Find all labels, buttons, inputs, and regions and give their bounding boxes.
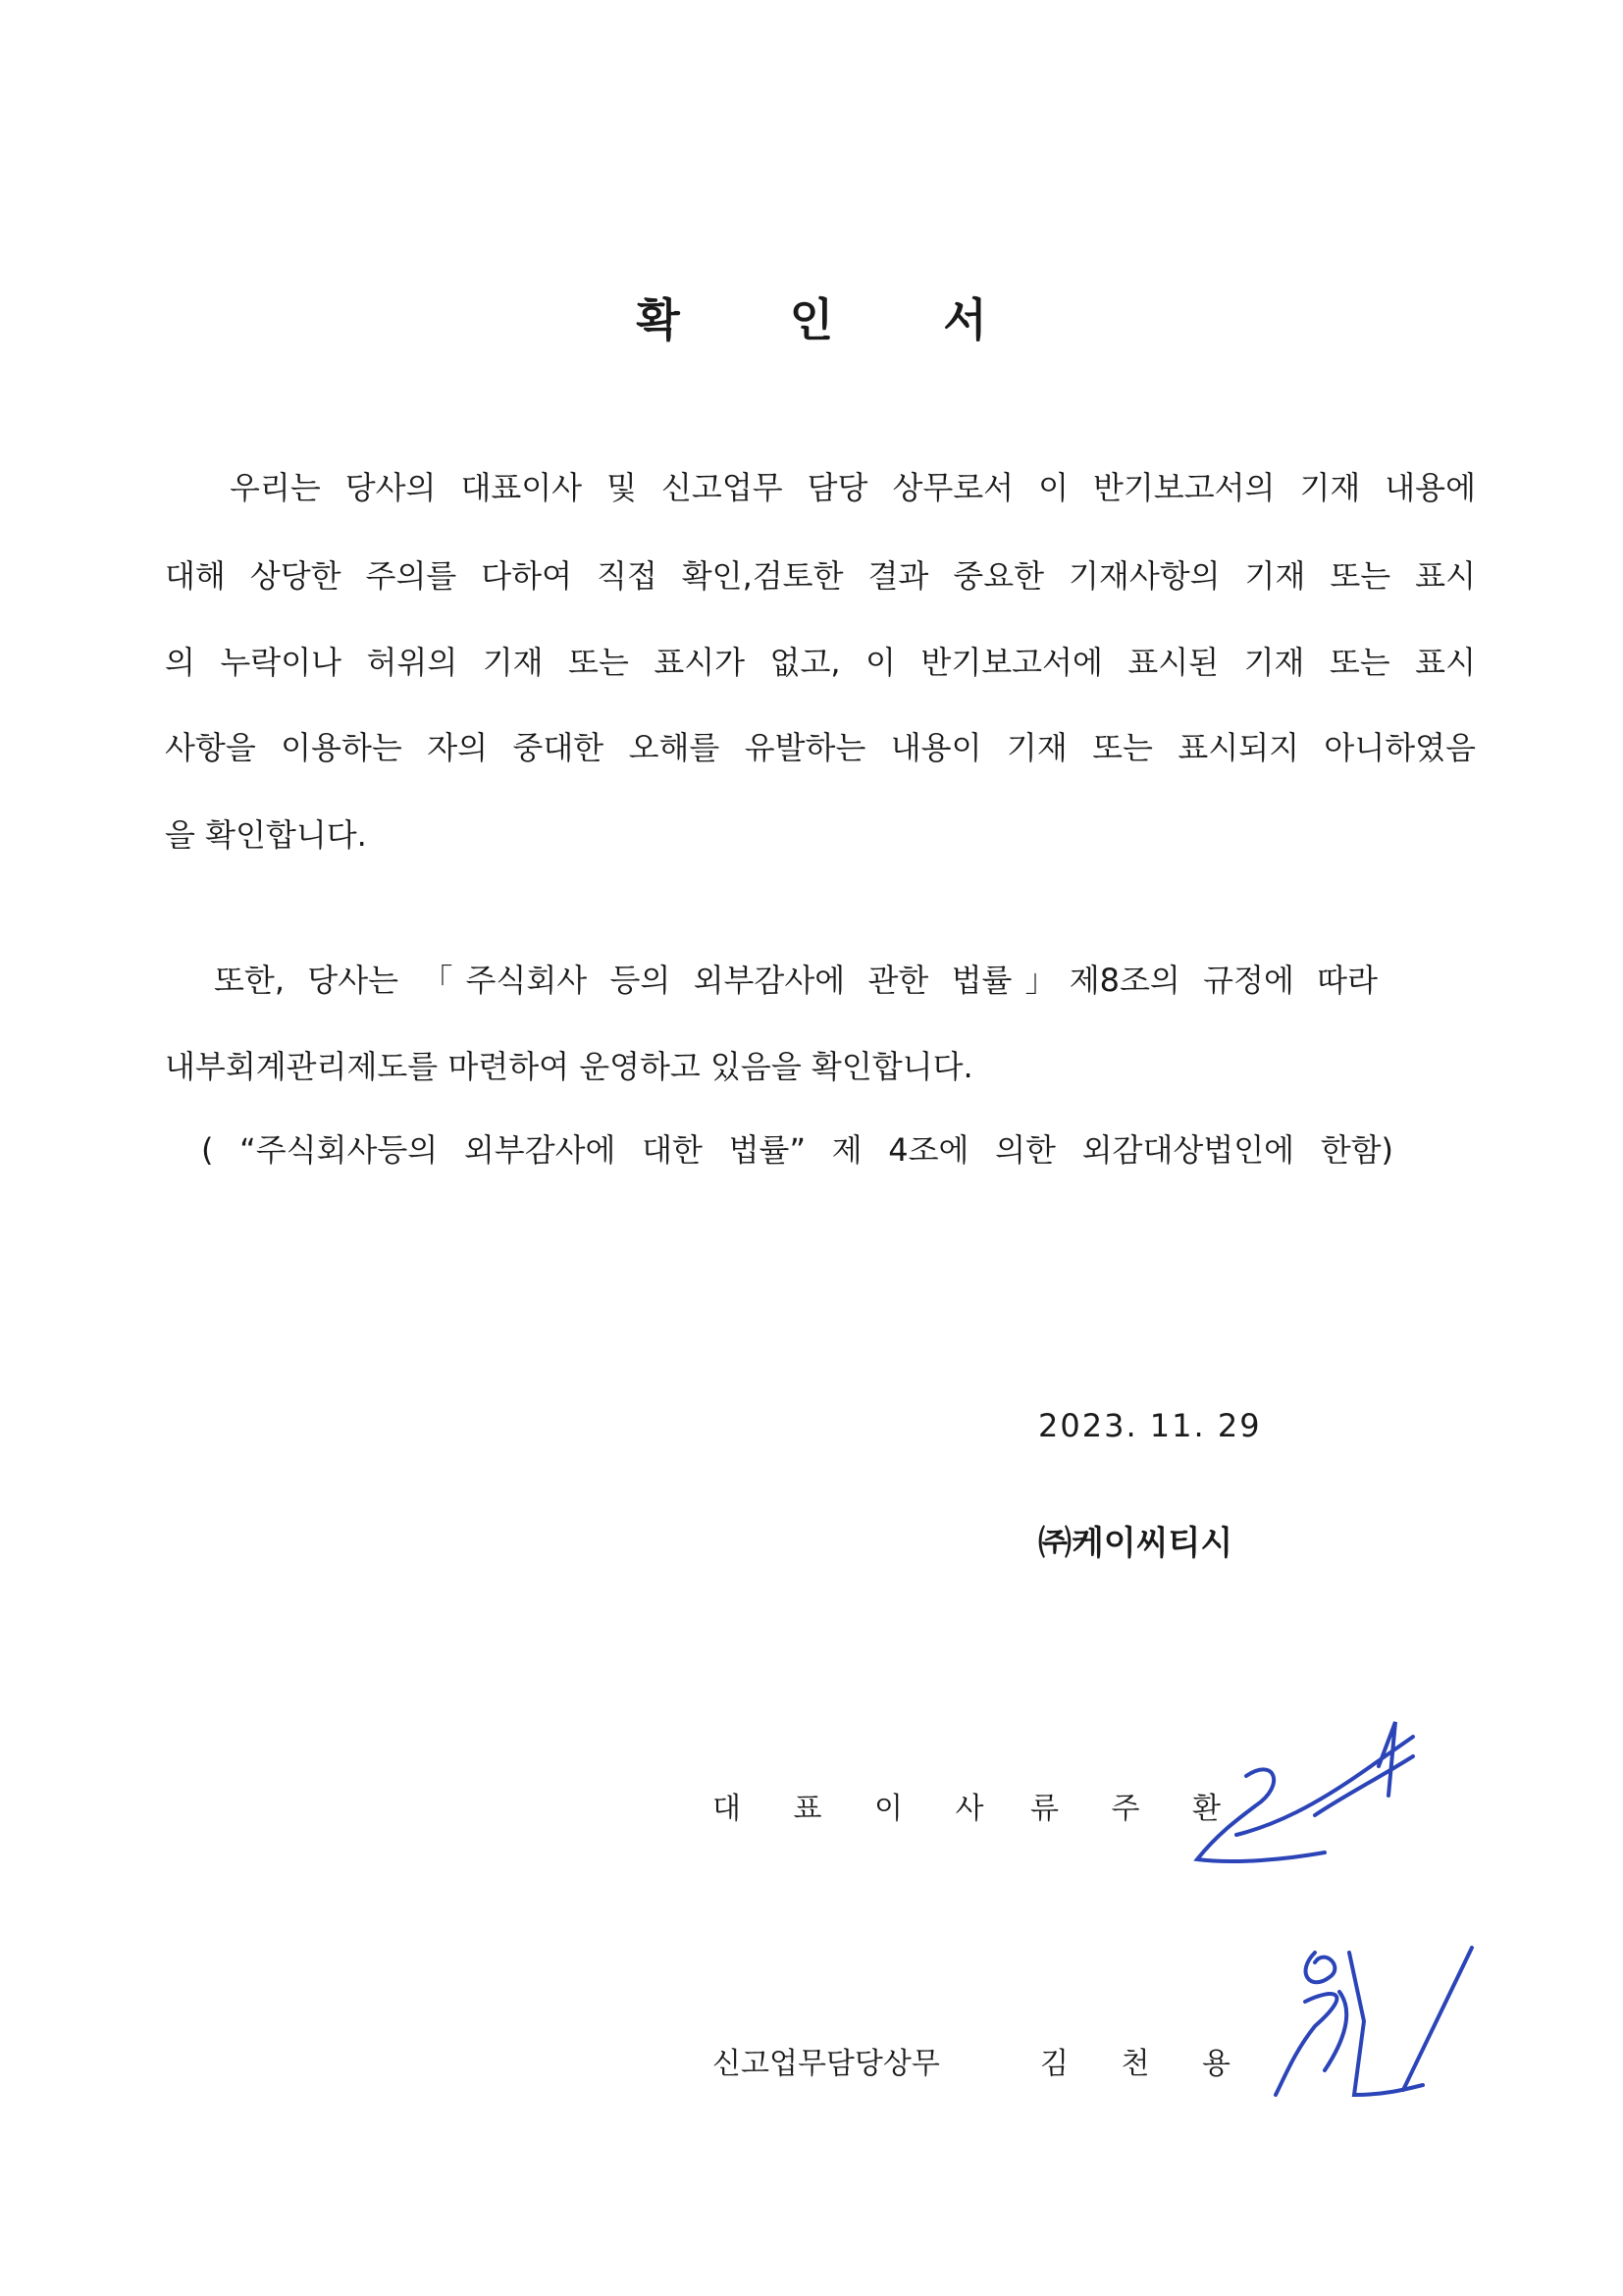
document-title: 확 인 서 <box>636 293 1034 346</box>
signatory-role-cfo: 신고업무담당상무 <box>712 2047 940 2081</box>
document-date: 2023. 11. 29 <box>1038 1407 1262 1444</box>
signatory-name-cfo: 김 천 용 <box>1040 2047 1253 2081</box>
signatory-role-ceo: 대 표 이 사 <box>712 1792 1006 1826</box>
paragraph-line: 우리는 당사의 대표이사 및 신고업무 담당 상무로서 이 반기보고서의 기재 내용에 <box>230 469 1476 506</box>
paragraph-line: 을 확인합니다. <box>165 816 367 854</box>
signatory-name-ceo: 류 주 환 <box>1030 1792 1243 1826</box>
paragraph-note: ( “주식회사등의 외부감사에 대한 법률” 제 4조에 의한 외감대상법인에 한함) <box>201 1131 1393 1169</box>
paragraph-line: 의 누락이나 허위의 기재 또는 표시가 없고, 이 반기보고서에 표시된 기재 또는 표시 <box>165 644 1476 681</box>
paragraph-line: 또한, 당사는 「주식회사 등의 외부감사에 관한 법률」제8조의 규정에 따라 <box>214 962 1378 999</box>
signature-ceo <box>1178 1717 1423 1874</box>
signature-cfo <box>1256 1933 1492 2110</box>
company-name: ㈜케이씨티시 <box>1038 1524 1233 1563</box>
paragraph-line: 대해 상당한 주의를 다하여 직접 확인,검토한 결과 중요한 기재사항의 기재 또는 표시 <box>165 557 1476 595</box>
paragraph-line: 사항을 이용하는 자의 중대한 오해를 유발하는 내용이 기재 또는 표시되지 아니하였음 <box>165 729 1476 766</box>
paragraph-line: 내부회계관리제도를 마련하여 운영하고 있음을 확인합니다. <box>165 1048 973 1085</box>
